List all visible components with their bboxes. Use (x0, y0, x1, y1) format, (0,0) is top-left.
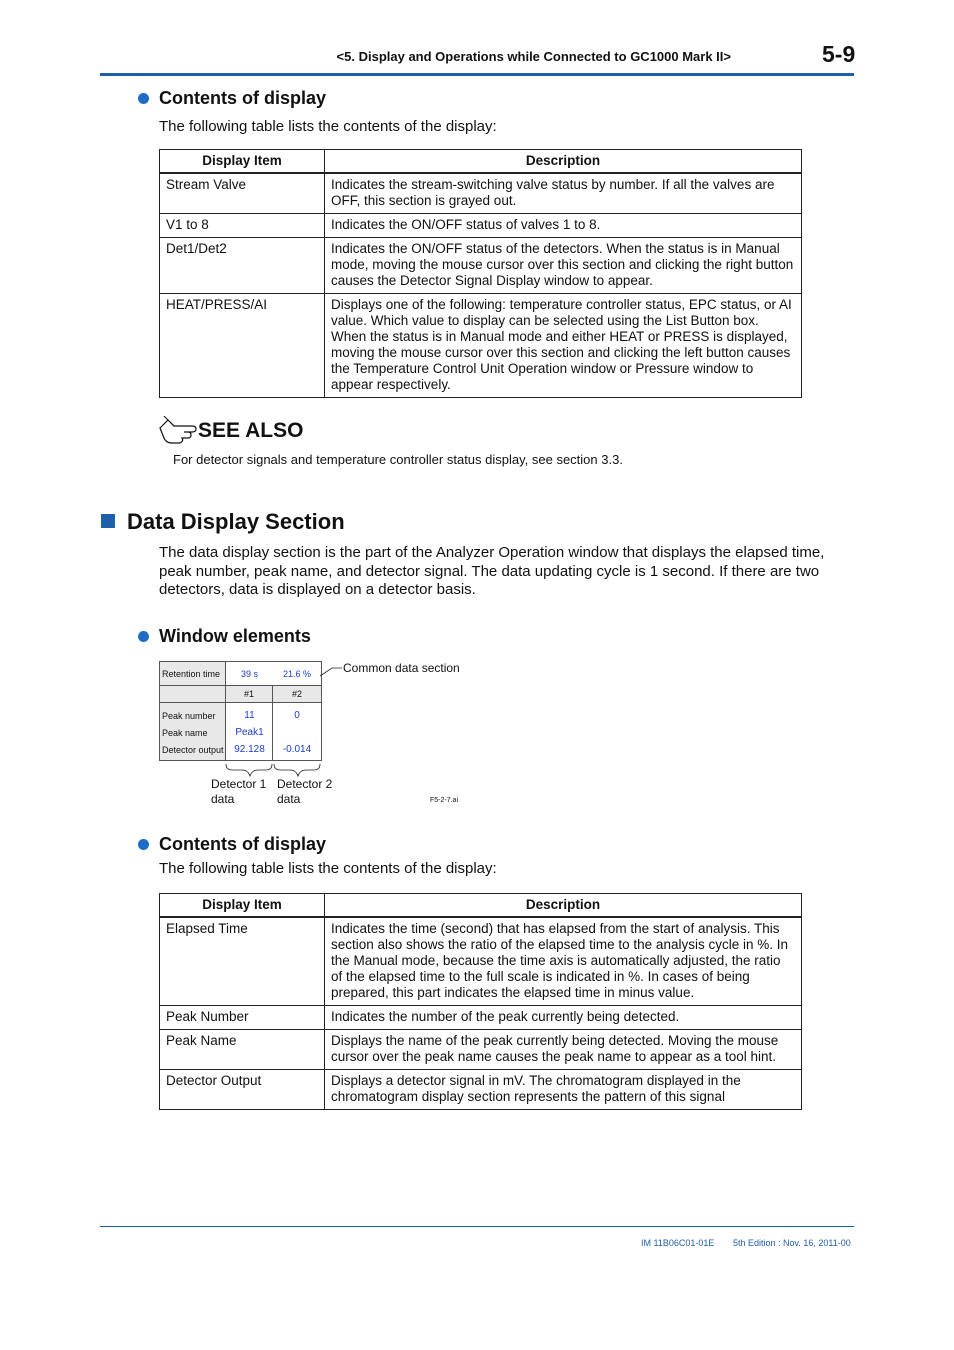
description-cell: Indicates the number of the peak currently being detected. (325, 1006, 802, 1030)
section-heading: Contents of display (159, 88, 327, 108)
callout-detector-1-line1: Detector 1 (211, 777, 267, 791)
description-cell: Indicates the ON/OFF status of valves 1 to 8. (325, 214, 802, 238)
peak-number-label: Peak number (162, 711, 216, 721)
detector-1-output: 92.128 (234, 744, 265, 755)
description-cell: Displays one of the following: temperature controller status, EPC status, or AI value. Which value to display can be selected using the List Button box. When the status is in Manual mode and either HEAT or PRESS is displayed, moving the mouse cursor over this section and clicking the left button causes the Temperature Control Unit Operation window or Pressure window to appear respectively. (325, 294, 802, 398)
detector-2-output: -0.014 (282, 744, 312, 755)
bullet-icon (138, 631, 149, 642)
section-square-icon (101, 514, 115, 528)
description-cell: Indicates the ON/OFF status of the detectors. When the status is in Manual mode, moving the mouse cursor over this section and clicking the right button causes the Detector Signal Display window to appear. (325, 238, 802, 294)
description-cell: Indicates the time (second) that has elapsed from the start of analysis. This section also shows the ratio of the elapsed time to the analysis cycle in %. In the Manual mode, because the time axis is automatically adjusted, the ratio of the elapsed time to the full scale is indicated in %. In cases of being prepared, this part indicates the elapsed time in minus value. (325, 917, 802, 1006)
item-cell: V1 to 8 (160, 214, 325, 238)
item-cell: Peak Number (160, 1006, 325, 1030)
item-cell: HEAT/PRESS/AI (160, 294, 325, 398)
footer-rule (100, 1226, 854, 1227)
detector-1-peak-number: 11 (244, 710, 255, 721)
table-row (160, 1030, 802, 1070)
data-display-paragraph: The data display section is the part of the Analyzer Operation window that displays the elapsed time, peak number, peak name, and detector signal. The data updating cycle is 1 second. If there are two detectors, data is displayed on a detector basis. (159, 544, 825, 598)
page-number: 5-9 (822, 41, 856, 67)
column-header-description: Description (325, 894, 802, 918)
table-row (160, 917, 802, 1006)
callout-lines (200, 660, 350, 780)
bullet-icon (138, 839, 149, 850)
detector-1-peak-name: Peak1 (235, 727, 264, 738)
section-intro-2: The following table lists the contents of the display: (159, 860, 497, 877)
detector-2-column-header: #2 (273, 686, 321, 703)
table-row (160, 238, 802, 294)
footer-edition: 5th Edition : Nov. 16, 2011-00 (733, 1238, 851, 1248)
table-row (160, 214, 802, 238)
running-header: <5. Display and Operations while Connected to GC1000 Mark II> (336, 49, 731, 64)
figure-id: F5-2-7.ai (430, 797, 459, 804)
section-heading-2: Contents of display (159, 834, 327, 854)
callout-detector-2-line2: data (277, 792, 301, 806)
window-elements-heading: Window elements (159, 626, 311, 646)
table-row (160, 294, 802, 398)
callout-common-data: Common data section (343, 661, 460, 675)
callout-detector-1-line2: data (211, 792, 235, 806)
callout-detector-2 (277, 777, 332, 807)
item-cell: Stream Valve (160, 173, 325, 214)
detector-2-peak-number: 0 (294, 710, 300, 721)
bullet-icon (138, 93, 149, 104)
detector-1-column-header: #1 (226, 686, 273, 703)
description-cell: Displays a detector signal in mV. The chromatogram displayed in the chromatogram display section represents the pattern of this signal (325, 1070, 802, 1110)
data-display-heading: Data Display Section (127, 509, 345, 534)
callout-detector-1 (211, 777, 266, 807)
item-cell: Elapsed Time (160, 917, 325, 1006)
table-row (160, 173, 802, 214)
description-cell: Displays the name of the peak currently being detected. Moving the mouse cursor over the peak name causes the peak name to appear as a tool hint. (325, 1030, 802, 1070)
retention-time-label: Retention time (160, 662, 226, 686)
description-cell: Indicates the stream-switching valve status by number. If all the valves are OFF, this section is grayed out. (325, 173, 802, 214)
section-intro: The following table lists the contents of the display: (159, 118, 497, 135)
header-rule (100, 73, 854, 76)
table-row (160, 1070, 802, 1110)
footer-doc-id: IM 11B06C01-01E (641, 1238, 715, 1248)
item-cell: Det1/Det2 (160, 238, 325, 294)
retention-time-value: 39 s (226, 662, 273, 686)
column-header-item: Display Item (160, 150, 325, 174)
callout-detector-2-line1: Detector 2 (277, 777, 333, 791)
see-also-title: SEE ALSO (198, 419, 304, 442)
pointing-hand-icon (158, 416, 198, 446)
contents-table-1 (159, 149, 802, 398)
peak-name-label: Peak name (162, 728, 208, 738)
see-also-text: For detector signals and temperature controller status display, see section 3.3. (173, 452, 623, 467)
table-row (160, 1006, 802, 1030)
item-cell: Peak Name (160, 1030, 325, 1070)
column-header-description: Description (325, 150, 802, 174)
contents-table-2 (159, 893, 802, 1110)
column-header-item: Display Item (160, 894, 325, 918)
item-cell: Detector Output (160, 1070, 325, 1110)
retention-time-percent: 21.6 % (273, 662, 321, 686)
detector-output-label: Detector output (162, 745, 224, 755)
